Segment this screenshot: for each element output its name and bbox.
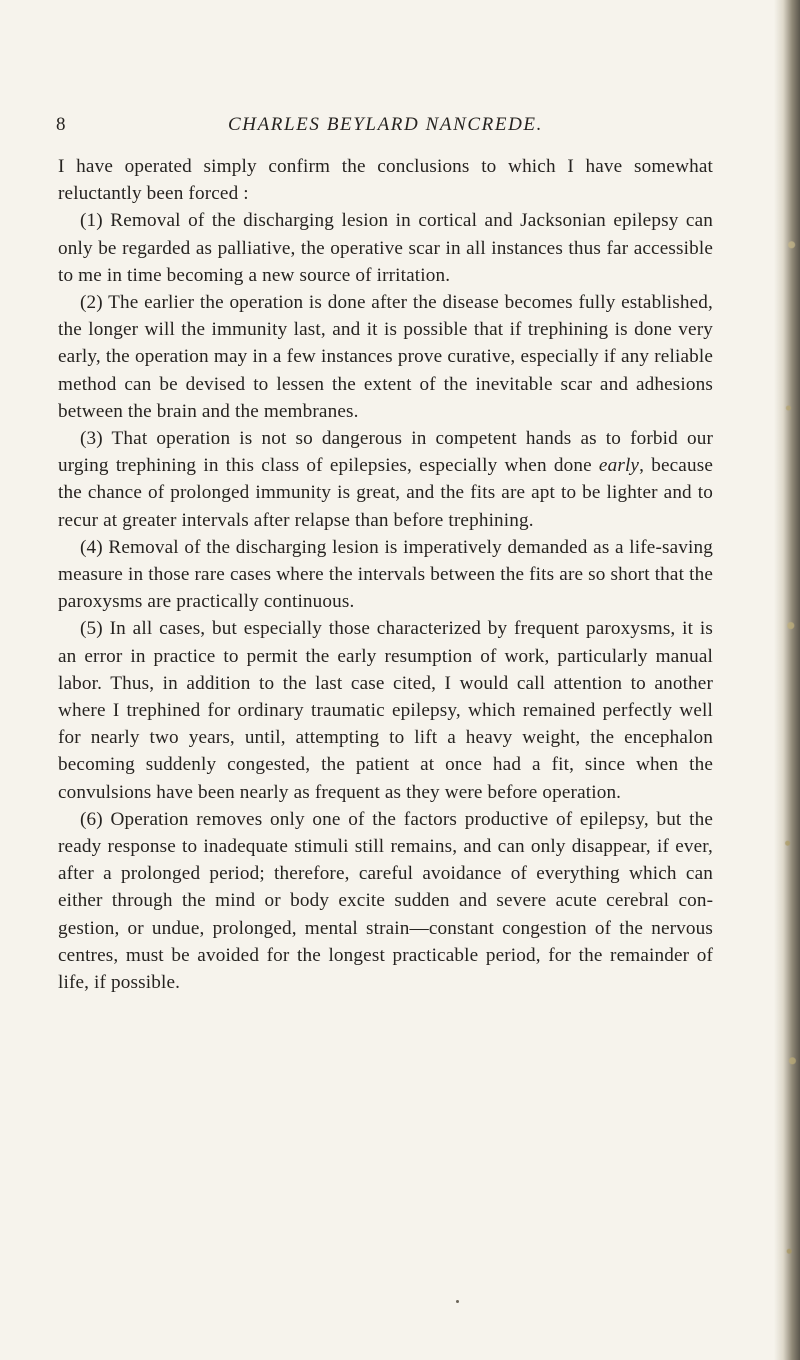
item-number: (4) xyxy=(80,536,103,558)
item-number: (5) xyxy=(80,618,103,640)
item-text: Operation removes only one of the factors productive of epilepsy, but the ready response to inadequate stimuli still remains, and can only disappear, if ever, after a prolonged period; therefore, careful avoidance of everything which can either through the mind or body excite sudden and severe acute cerebral congestion, or undue, prolonged, mental strain—constant congestion of the nervous centres, must be avoided for the longest practicable period, for the remainder of life, if possible. xyxy=(58,808,713,994)
running-head: CHARLES BEYLARD NANCREDE. xyxy=(228,114,543,135)
conclusion-item-4 xyxy=(58,534,713,616)
item-text: In all cases, but especially those characterized by frequent paroxysms, it is an error in practice to permit the early resumption of work, particularly manual labor. Thus, in addition to the last case cited, I would call attention to another where I trephined for ordinary traumatic epilepsy, which remained perfectly well for nearly two years, until, attempting to lift a heavy weight, the encephalon becoming suddenly congested, the patient at once had a fit, since when the convulsions have been nearly as frequent as they were before operation. xyxy=(58,618,713,803)
conclusion-item-3 xyxy=(58,425,713,534)
item-number: (2) xyxy=(80,292,103,314)
page-header xyxy=(56,111,746,139)
item-number: (1) xyxy=(80,210,103,232)
page-number: 8 xyxy=(56,114,66,135)
conclusion-item-5 xyxy=(58,615,713,805)
conclusion-item-2 xyxy=(58,289,713,425)
print-speck xyxy=(456,1300,459,1303)
item-number: (3) xyxy=(80,428,103,450)
conclusion-item-1 xyxy=(58,207,713,289)
item-text: Removal of the discharging lesion is imperatively demanded as a life-saving measure in those rare cases where the intervals between the fits are so short that the paroxysms are practically continuous. xyxy=(58,536,713,613)
intro-paragraph: I have operated simply confirm the conclusions to which I have somewhat reluctantly been forced : xyxy=(58,156,713,205)
item-emphasis: early xyxy=(598,455,640,477)
item-text: Removal of the discharging lesion in cortical and Jacksonian epilepsy can only be regarded as palliative, the operative scar in all instances thus far accessible to me in time becoming a new source of irritation. xyxy=(58,210,713,286)
body-text xyxy=(58,153,713,996)
item-number: (6) xyxy=(80,808,103,830)
item-text: That operation is not so dangerous in competent hands as to forbid our urging trephining in this class of epilepsies, especially when done xyxy=(58,428,713,477)
item-text-continued: , because the chance of prolonged immunity is great, and the fits are apt to be lighter and to recur at greater intervals after relapse than before trephining. xyxy=(58,455,713,531)
item-text: The earlier the operation is done after the disease becomes fully established, the longer will the immunity last, and it is possible that if trephining is done very early, the operation may in a few instances prove curative, especially if any reliable method can be devised to lessen the extent of the inevitable scar and adhesions between the brain and the membranes. xyxy=(58,292,713,422)
conclusion-item-6 xyxy=(58,806,713,996)
page-edge-foxing xyxy=(782,0,798,1360)
